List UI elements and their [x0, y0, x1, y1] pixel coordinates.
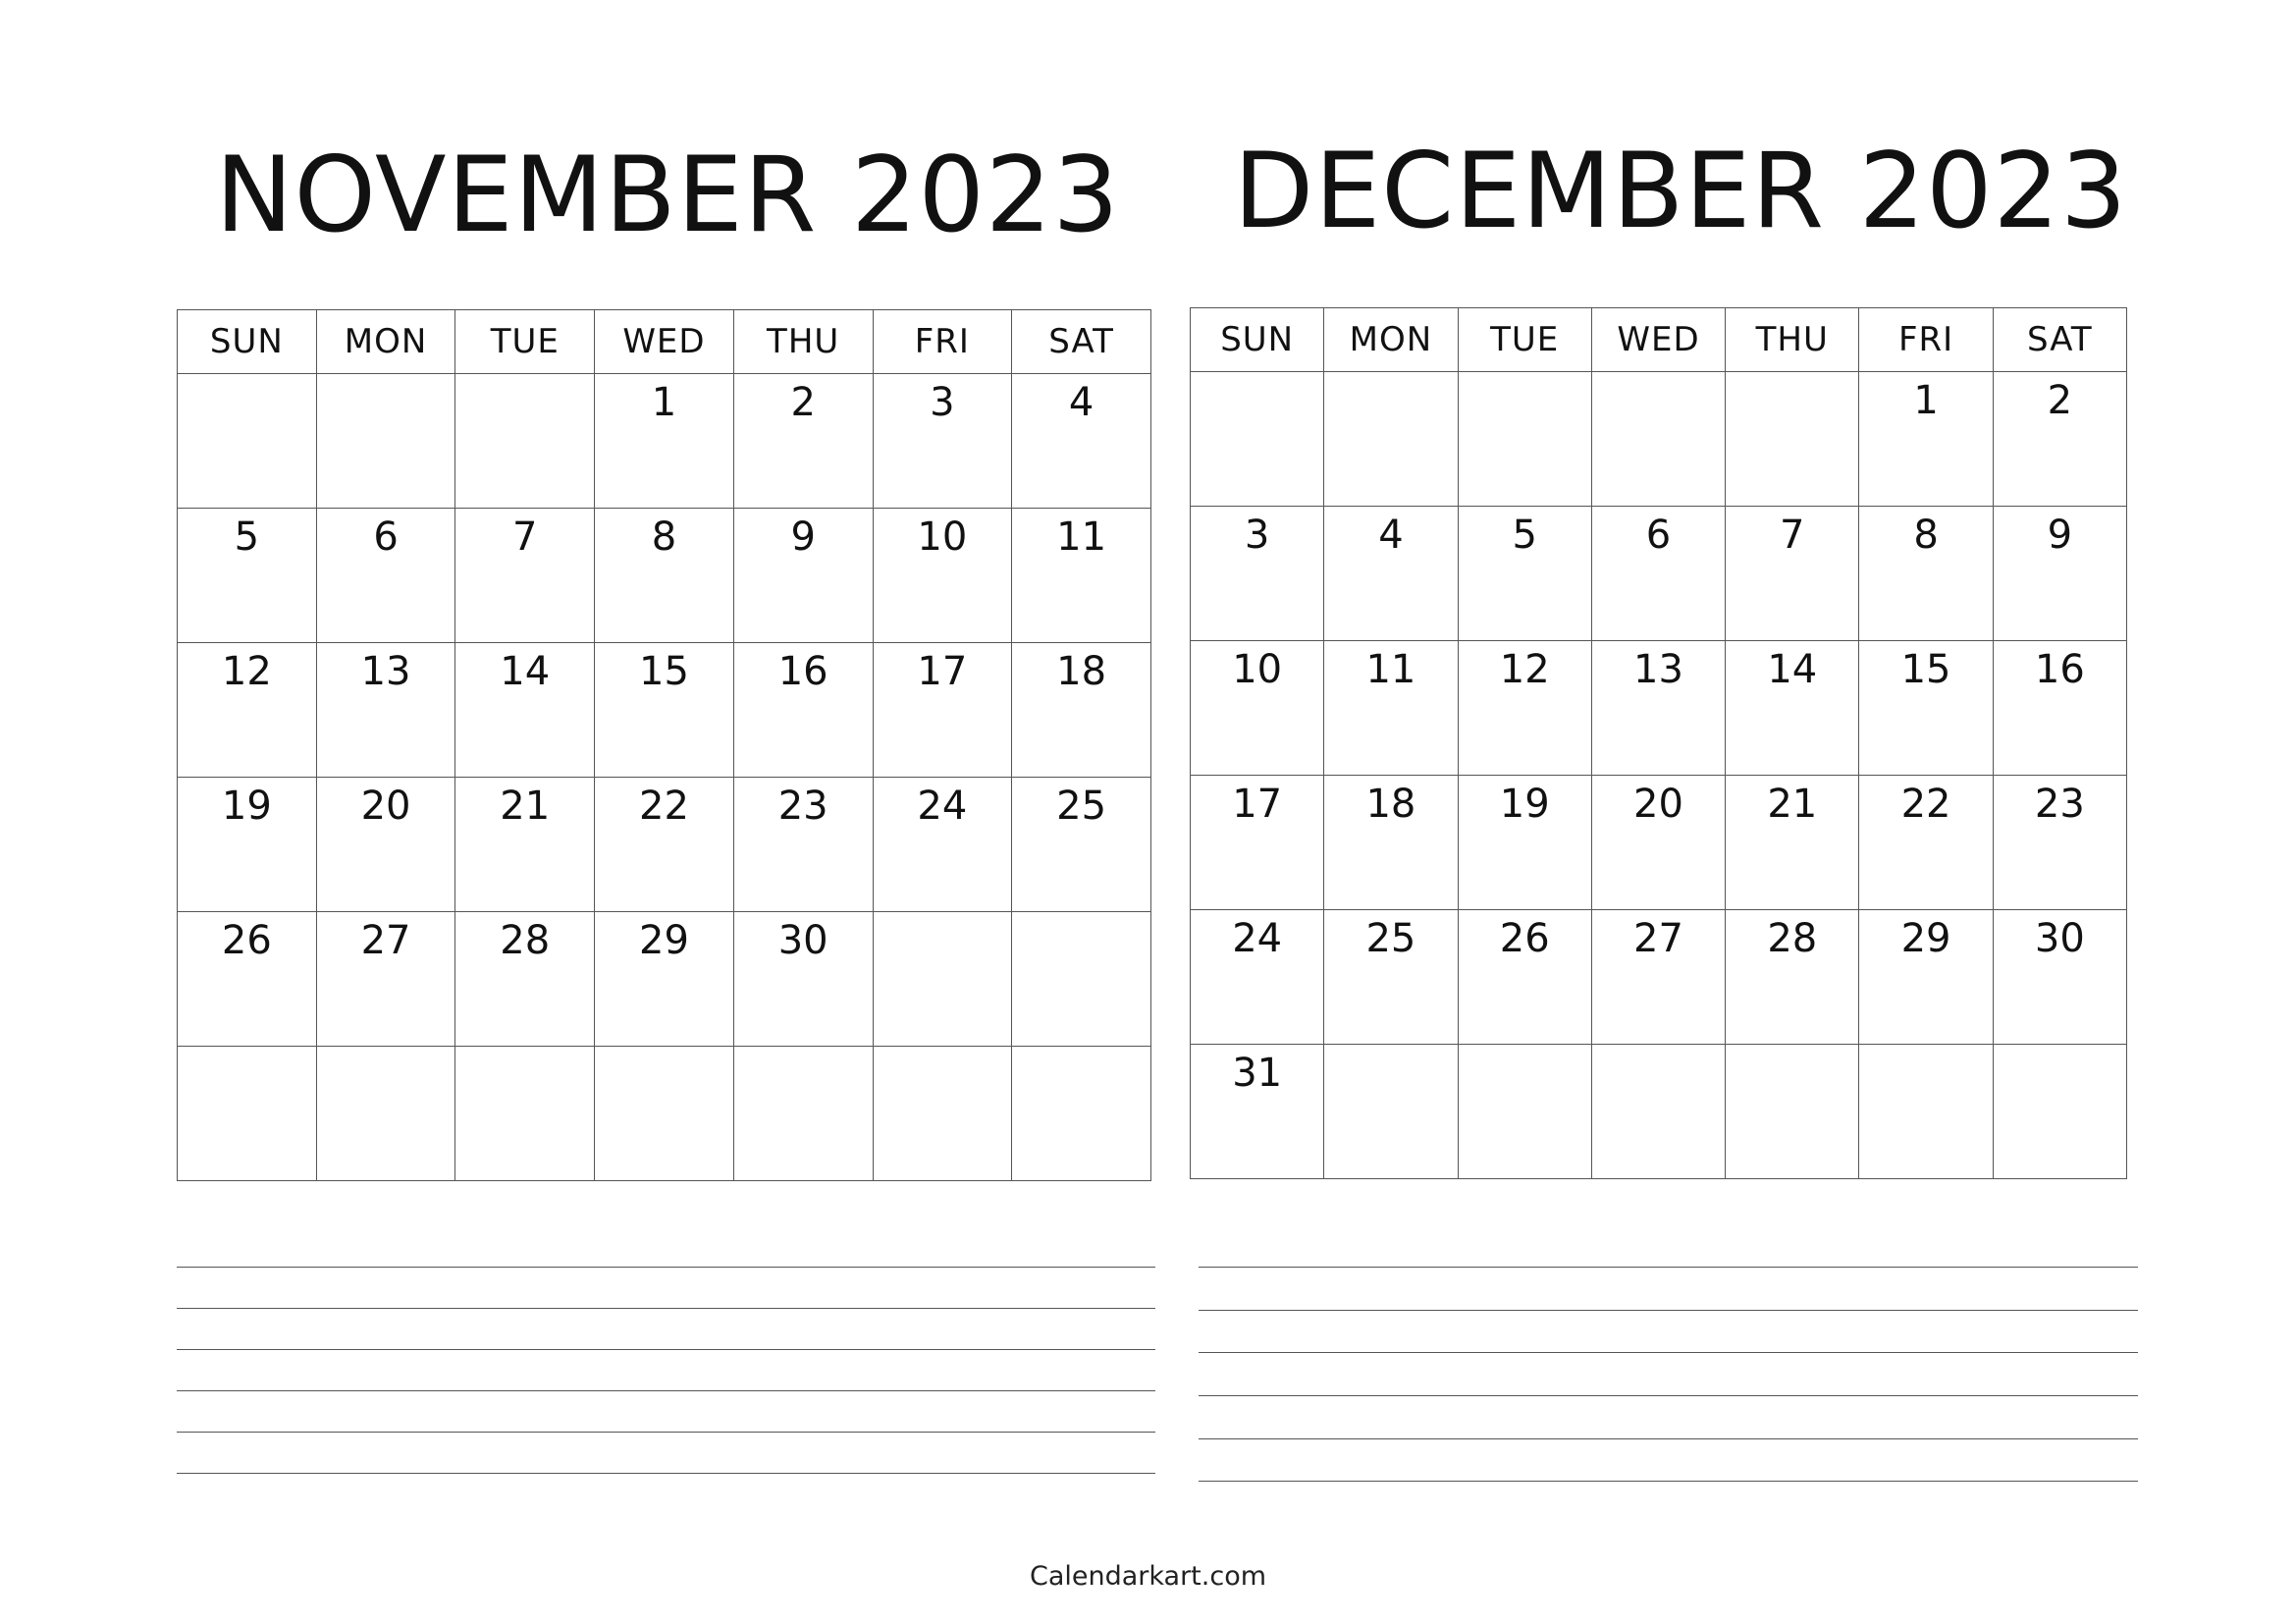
day-number: 27	[1633, 916, 1683, 961]
weekday-header: THU	[1726, 308, 1859, 372]
day-cell[interactable]	[595, 1047, 734, 1181]
day-number: 14	[500, 649, 551, 694]
day-cell[interactable]	[1324, 1045, 1458, 1179]
day-number	[317, 1047, 455, 1053]
day-cell[interactable]	[1993, 641, 2126, 776]
day-cell[interactable]	[1324, 910, 1458, 1045]
week-row	[178, 509, 1151, 643]
month-title-december: DECEMBER 2023	[1233, 131, 2128, 251]
day-cell[interactable]	[1012, 509, 1151, 643]
day-cell[interactable]	[178, 912, 317, 1047]
day-number: 7	[1780, 513, 1805, 558]
day-cell[interactable]	[733, 1047, 873, 1181]
note-line[interactable]	[177, 1473, 1155, 1474]
weekday-header: TUE	[1458, 308, 1591, 372]
day-cell[interactable]	[1726, 776, 1859, 910]
day-number: 24	[917, 784, 968, 829]
day-number	[1459, 372, 1591, 378]
day-number: 2	[2047, 378, 2073, 423]
day-cell[interactable]	[1591, 641, 1725, 776]
note-line[interactable]	[1199, 1352, 2138, 1353]
day-cell[interactable]	[1324, 641, 1458, 776]
day-cell[interactable]	[178, 374, 317, 509]
day-number: 5	[1512, 513, 1537, 558]
note-line[interactable]	[1199, 1438, 2138, 1439]
day-cell[interactable]	[1726, 507, 1859, 641]
day-cell[interactable]	[733, 374, 873, 509]
day-number: 4	[1378, 513, 1404, 558]
day-number: 16	[2034, 647, 2085, 692]
week-row	[1191, 372, 2127, 507]
day-number: 1	[651, 380, 677, 425]
day-cell[interactable]	[1726, 910, 1859, 1045]
day-cell[interactable]	[1012, 374, 1151, 509]
day-cell[interactable]	[455, 912, 595, 1047]
day-cell[interactable]	[1591, 372, 1725, 507]
weekday-header-row	[1191, 308, 2127, 372]
note-line[interactable]	[1199, 1267, 2138, 1268]
day-cell[interactable]	[1859, 641, 1993, 776]
weekday-header: SAT	[1012, 310, 1151, 374]
day-number: 9	[790, 514, 816, 560]
day-cell[interactable]	[455, 1047, 595, 1181]
note-line[interactable]	[1199, 1310, 2138, 1311]
note-line[interactable]	[177, 1308, 1155, 1309]
day-number: 25	[1365, 916, 1416, 961]
day-number: 8	[651, 514, 677, 560]
weekday-header: THU	[733, 310, 873, 374]
week-row	[178, 1047, 1151, 1181]
day-cell[interactable]	[873, 509, 1012, 643]
week-row	[1191, 507, 2127, 641]
day-cell[interactable]	[316, 778, 455, 912]
week-row	[1191, 776, 2127, 910]
day-number: 13	[1633, 647, 1683, 692]
day-number: 26	[1499, 916, 1550, 961]
day-cell[interactable]	[178, 509, 317, 643]
weekday-header: SUN	[1191, 308, 1324, 372]
day-cell[interactable]	[873, 643, 1012, 778]
day-number	[1324, 372, 1457, 378]
day-number: 12	[1499, 647, 1550, 692]
day-cell[interactable]	[1859, 372, 1993, 507]
day-number: 19	[1499, 782, 1550, 827]
week-row	[178, 912, 1151, 1047]
day-cell[interactable]	[1859, 1045, 1993, 1179]
day-cell[interactable]	[316, 912, 455, 1047]
day-number: 3	[930, 380, 955, 425]
day-number	[874, 912, 1012, 918]
day-number	[1592, 1045, 1725, 1051]
day-cell[interactable]	[1591, 776, 1725, 910]
day-cell[interactable]	[1591, 1045, 1725, 1179]
day-number: 14	[1767, 647, 1818, 692]
day-number: 24	[1232, 916, 1283, 961]
note-line[interactable]	[177, 1432, 1155, 1433]
day-cell[interactable]	[455, 509, 595, 643]
day-number: 27	[360, 918, 411, 963]
day-cell[interactable]	[1993, 372, 2126, 507]
day-number: 5	[234, 514, 260, 560]
weekday-header: SUN	[178, 310, 317, 374]
day-cell[interactable]	[1012, 1047, 1151, 1181]
day-number: 30	[777, 918, 828, 963]
day-number: 9	[2047, 513, 2073, 558]
day-cell[interactable]	[178, 1047, 317, 1181]
day-number: 6	[1645, 513, 1672, 558]
day-number: 22	[639, 784, 689, 829]
day-cell[interactable]	[1726, 1045, 1859, 1179]
day-number	[1726, 1045, 1858, 1051]
day-number: 31	[1232, 1051, 1283, 1096]
note-line[interactable]	[177, 1349, 1155, 1350]
weekday-header: MON	[1324, 308, 1458, 372]
day-cell[interactable]	[595, 374, 734, 509]
calendar-grid-november	[177, 309, 1151, 1181]
day-cell[interactable]	[733, 778, 873, 912]
month-title-november: NOVEMBER 2023	[215, 135, 1120, 255]
day-number: 28	[1767, 916, 1818, 961]
week-row	[178, 374, 1151, 509]
day-cell[interactable]	[178, 643, 317, 778]
day-number: 16	[777, 649, 828, 694]
day-cell[interactable]	[1458, 1045, 1591, 1179]
day-cell[interactable]	[595, 643, 734, 778]
day-number	[1726, 372, 1858, 378]
day-cell[interactable]	[1591, 507, 1725, 641]
day-number: 22	[1900, 782, 1951, 827]
day-number	[178, 1047, 316, 1053]
day-cell[interactable]	[1859, 507, 1993, 641]
day-cell[interactable]	[733, 643, 873, 778]
day-cell[interactable]	[1458, 641, 1591, 776]
day-cell[interactable]	[595, 912, 734, 1047]
day-number	[1592, 372, 1725, 378]
day-number	[455, 374, 594, 380]
day-number: 28	[500, 918, 551, 963]
weekday-header: MON	[316, 310, 455, 374]
day-cell[interactable]	[873, 374, 1012, 509]
day-cell[interactable]	[1324, 507, 1458, 641]
week-row	[1191, 910, 2127, 1045]
day-cell[interactable]	[1191, 372, 1324, 507]
day-number: 23	[777, 784, 828, 829]
day-number: 20	[360, 784, 411, 829]
day-cell[interactable]	[1591, 910, 1725, 1045]
day-number	[1012, 1047, 1150, 1053]
day-cell[interactable]	[455, 643, 595, 778]
day-number: 26	[221, 918, 272, 963]
day-number	[455, 1047, 594, 1053]
day-number: 4	[1068, 380, 1095, 425]
day-number	[1994, 1045, 2126, 1051]
day-number: 30	[2034, 916, 2085, 961]
day-number: 15	[639, 649, 689, 694]
day-cell[interactable]	[1458, 507, 1591, 641]
day-cell[interactable]	[1859, 910, 1993, 1045]
day-cell[interactable]	[1458, 910, 1591, 1045]
week-row	[1191, 1045, 2127, 1179]
day-cell[interactable]	[873, 912, 1012, 1047]
day-number: 18	[1056, 649, 1107, 694]
day-number	[317, 374, 455, 380]
day-cell[interactable]	[733, 509, 873, 643]
day-number	[595, 1047, 733, 1053]
day-number: 17	[917, 649, 968, 694]
day-cell[interactable]	[595, 509, 734, 643]
day-cell[interactable]	[316, 1047, 455, 1181]
day-cell[interactable]	[1191, 507, 1324, 641]
day-cell[interactable]	[316, 643, 455, 778]
day-cell[interactable]	[1726, 641, 1859, 776]
day-cell[interactable]	[455, 374, 595, 509]
day-cell[interactable]	[1012, 643, 1151, 778]
day-number: 10	[917, 514, 968, 560]
weekday-header: WED	[595, 310, 734, 374]
note-line[interactable]	[1199, 1481, 2138, 1482]
day-cell[interactable]	[1191, 910, 1324, 1045]
week-row	[178, 643, 1151, 778]
day-number: 7	[512, 514, 538, 560]
day-number: 29	[639, 918, 689, 963]
day-number: 15	[1900, 647, 1951, 692]
weekday-header: SAT	[1993, 308, 2126, 372]
weekday-header-row	[178, 310, 1151, 374]
day-number	[1012, 912, 1150, 918]
day-cell[interactable]	[1458, 372, 1591, 507]
day-number	[1324, 1045, 1457, 1051]
day-number	[734, 1047, 873, 1053]
day-cell[interactable]	[178, 778, 317, 912]
day-cell[interactable]	[1993, 1045, 2126, 1179]
day-cell[interactable]	[1324, 372, 1458, 507]
day-number: 21	[500, 784, 551, 829]
footer-source: Calendarkart.com	[1029, 1561, 1267, 1592]
day-number: 3	[1244, 513, 1270, 558]
day-cell[interactable]	[1012, 778, 1151, 912]
day-cell[interactable]	[873, 778, 1012, 912]
day-cell[interactable]	[1859, 776, 1993, 910]
day-cell[interactable]	[1324, 776, 1458, 910]
day-number: 1	[1913, 378, 1939, 423]
day-number	[874, 1047, 1012, 1053]
day-number	[1459, 1045, 1591, 1051]
weekday-header: FRI	[1859, 308, 1993, 372]
day-number: 29	[1900, 916, 1951, 961]
day-number: 10	[1232, 647, 1283, 692]
day-cell[interactable]	[733, 912, 873, 1047]
day-number: 20	[1633, 782, 1683, 827]
day-cell[interactable]	[1191, 776, 1324, 910]
day-cell[interactable]	[873, 1047, 1012, 1181]
day-number	[1859, 1045, 1992, 1051]
day-cell[interactable]	[316, 509, 455, 643]
day-cell[interactable]	[1993, 507, 2126, 641]
day-number: 2	[790, 380, 816, 425]
note-line[interactable]	[177, 1267, 1155, 1268]
day-number: 21	[1767, 782, 1818, 827]
day-number: 11	[1365, 647, 1416, 692]
day-number: 11	[1056, 514, 1107, 560]
calendar-grid-december	[1190, 307, 2127, 1179]
day-number: 8	[1913, 513, 1939, 558]
day-number	[1191, 372, 1323, 378]
day-number: 17	[1232, 782, 1283, 827]
day-cell[interactable]	[1191, 641, 1324, 776]
day-number: 25	[1056, 784, 1107, 829]
day-cell[interactable]	[1191, 1045, 1324, 1179]
day-cell[interactable]	[316, 374, 455, 509]
day-number: 19	[221, 784, 272, 829]
day-cell[interactable]	[455, 778, 595, 912]
day-number: 12	[221, 649, 272, 694]
weekday-header: TUE	[455, 310, 595, 374]
day-number: 18	[1365, 782, 1416, 827]
day-cell[interactable]	[1993, 910, 2126, 1045]
week-row	[1191, 641, 2127, 776]
day-cell[interactable]	[1012, 912, 1151, 1047]
weekday-header: WED	[1591, 308, 1725, 372]
weekday-header: FRI	[873, 310, 1012, 374]
week-row	[178, 778, 1151, 912]
day-cell[interactable]	[595, 778, 734, 912]
day-number: 6	[373, 514, 399, 560]
note-line[interactable]	[177, 1390, 1155, 1391]
day-number: 23	[2034, 782, 2085, 827]
day-number	[178, 374, 316, 380]
day-cell[interactable]	[1993, 776, 2126, 910]
day-number: 13	[360, 649, 411, 694]
note-line[interactable]	[1199, 1395, 2138, 1396]
day-cell[interactable]	[1458, 776, 1591, 910]
day-cell[interactable]	[1726, 372, 1859, 507]
